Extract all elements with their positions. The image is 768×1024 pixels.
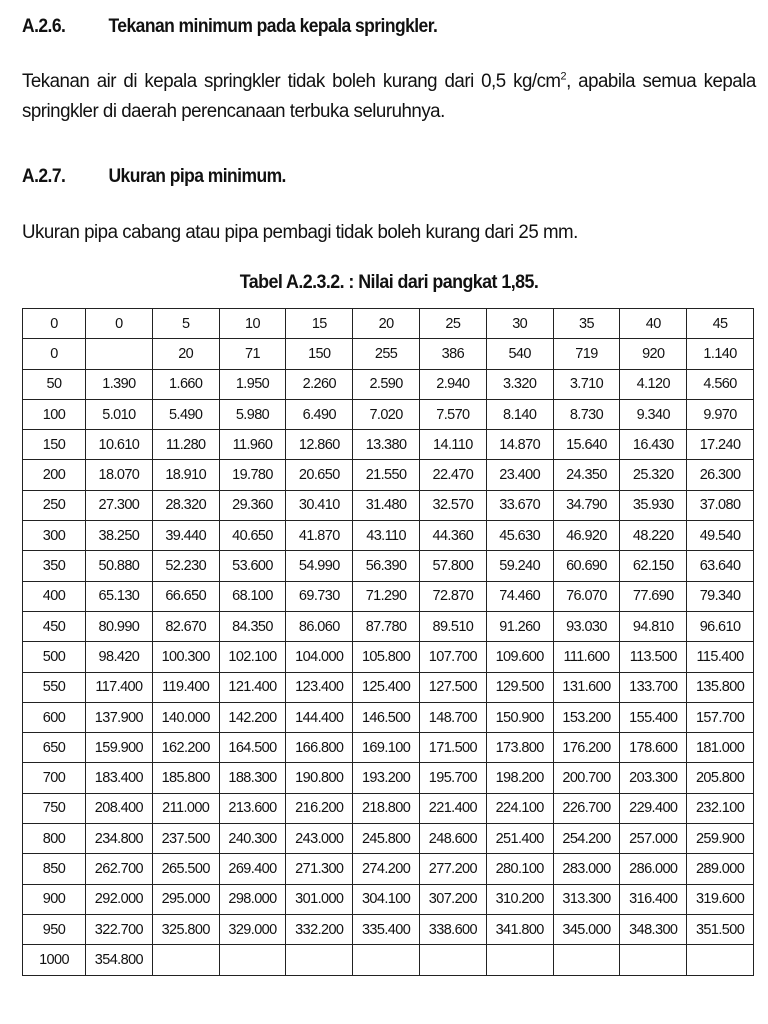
table-row	[23, 824, 754, 854]
table-cell: 45.630	[486, 521, 553, 551]
table-cell: 280.100	[486, 854, 553, 884]
section-heading-a26	[22, 16, 437, 38]
table-cell: 142.200	[219, 702, 286, 732]
table-cell	[687, 945, 754, 975]
row-label-cell: 300	[23, 521, 86, 551]
table-cell: 164.500	[219, 733, 286, 763]
table-cell: 89.510	[419, 611, 486, 641]
table-cell: 178.600	[620, 733, 687, 763]
table-cell: 125.400	[353, 672, 420, 702]
table-cell: 22.470	[419, 460, 486, 490]
table-cell: 105.800	[353, 642, 420, 672]
table-cell: 27.300	[86, 490, 153, 520]
table-cell: 113.500	[620, 642, 687, 672]
row-label-cell: 400	[23, 581, 86, 611]
table-cell: 140.000	[152, 702, 219, 732]
table-cell: 15	[286, 309, 353, 339]
table-cell: 292.000	[86, 884, 153, 914]
table-cell: 31.480	[353, 490, 420, 520]
table-cell: 1.950	[219, 369, 286, 399]
table-cell	[86, 339, 153, 369]
paragraph-text-cont: , apabila semua kepala springkler di daerah perencanaan terbuka seluruhnya.	[22, 71, 756, 122]
table-cell: 341.800	[486, 914, 553, 944]
table-cell: 719	[553, 339, 620, 369]
table-cell: 245.800	[353, 824, 420, 854]
section-number: A.2.7.	[22, 166, 66, 187]
table-cell: 9.970	[687, 399, 754, 429]
table-cell: 171.500	[419, 733, 486, 763]
table-cell: 79.340	[687, 581, 754, 611]
table-cell: 91.260	[486, 611, 553, 641]
table-cell: 33.670	[486, 490, 553, 520]
table-cell: 20.650	[286, 460, 353, 490]
table-cell: 53.600	[219, 551, 286, 581]
table-cell: 102.100	[219, 642, 286, 672]
table-cell: 123.400	[286, 672, 353, 702]
superscript: 2	[560, 70, 567, 83]
section-heading-a27	[22, 166, 286, 188]
table-cell: 131.600	[553, 672, 620, 702]
table-cell: 208.400	[86, 793, 153, 823]
table-cell: 262.700	[86, 854, 153, 884]
table-cell: 255	[353, 339, 420, 369]
table-cell: 338.600	[419, 914, 486, 944]
table-cell: 14.870	[486, 430, 553, 460]
row-label-cell: 1000	[23, 945, 86, 975]
table-cell: 195.700	[419, 763, 486, 793]
table-row	[23, 369, 754, 399]
table-cell: 2.940	[419, 369, 486, 399]
table-cell: 133.700	[620, 672, 687, 702]
table-cell: 82.670	[152, 611, 219, 641]
row-label-cell: 0	[23, 309, 86, 339]
table-cell: 35.930	[620, 490, 687, 520]
table-cell: 94.810	[620, 611, 687, 641]
table-cell: 325.800	[152, 914, 219, 944]
table-cell: 351.500	[687, 914, 754, 944]
section-number: A.2.6.	[22, 16, 66, 37]
table-cell: 348.300	[620, 914, 687, 944]
table-cell: 115.400	[687, 642, 754, 672]
table-cell: 37.080	[687, 490, 754, 520]
table-cell: 18.070	[86, 460, 153, 490]
table-cell: 76.070	[553, 581, 620, 611]
table-row	[23, 884, 754, 914]
table-cell: 271.300	[286, 854, 353, 884]
table-cell: 386	[419, 339, 486, 369]
table-cell: 150	[286, 339, 353, 369]
table-cell: 6.490	[286, 399, 353, 429]
table-cell: 298.000	[219, 884, 286, 914]
table-cell	[620, 945, 687, 975]
table-cell: 254.200	[553, 824, 620, 854]
table-cell: 307.200	[419, 884, 486, 914]
table-cell: 169.100	[353, 733, 420, 763]
table-cell: 289.000	[687, 854, 754, 884]
table-cell: 65.130	[86, 581, 153, 611]
row-label-cell: 250	[23, 490, 86, 520]
row-label-cell: 200	[23, 460, 86, 490]
table-cell: 69.730	[286, 581, 353, 611]
table-cell: 1.140	[687, 339, 754, 369]
table-row	[23, 733, 754, 763]
table-cell: 77.690	[620, 581, 687, 611]
table-cell: 96.610	[687, 611, 754, 641]
table-cell: 188.300	[219, 763, 286, 793]
table-cell: 50.880	[86, 551, 153, 581]
table-cell: 310.200	[486, 884, 553, 914]
table-cell	[553, 945, 620, 975]
table-row	[23, 399, 754, 429]
table-cell: 117.400	[86, 672, 153, 702]
table-cell: 16.430	[620, 430, 687, 460]
table-cell: 265.500	[152, 854, 219, 884]
table-cell: 100.300	[152, 642, 219, 672]
table-cell: 71.290	[353, 581, 420, 611]
table-cell: 257.000	[620, 824, 687, 854]
table-cell: 322.700	[86, 914, 153, 944]
table-cell: 173.800	[486, 733, 553, 763]
table-cell: 1.390	[86, 369, 153, 399]
table-row	[23, 642, 754, 672]
table-cell: 121.400	[219, 672, 286, 702]
table-cell: 135.800	[687, 672, 754, 702]
table-cell: 34.790	[553, 490, 620, 520]
table-row	[23, 702, 754, 732]
table-cell: 29.360	[219, 490, 286, 520]
table-cell: 93.030	[553, 611, 620, 641]
table-cell: 25.320	[620, 460, 687, 490]
table-cell: 24.350	[553, 460, 620, 490]
table-cell: 920	[620, 339, 687, 369]
table-cell: 8.730	[553, 399, 620, 429]
table-cell: 20	[152, 339, 219, 369]
table-cell: 157.700	[687, 702, 754, 732]
table-cell: 15.640	[553, 430, 620, 460]
row-label-cell: 50	[23, 369, 86, 399]
table-cell: 304.100	[353, 884, 420, 914]
table-cell: 243.000	[286, 824, 353, 854]
table-cell: 72.870	[419, 581, 486, 611]
table-cell: 332.200	[286, 914, 353, 944]
table-row	[23, 460, 754, 490]
table-cell: 190.800	[286, 763, 353, 793]
table-cell	[486, 945, 553, 975]
table-cell: 313.300	[553, 884, 620, 914]
table-cell: 28.320	[152, 490, 219, 520]
table-cell: 176.200	[553, 733, 620, 763]
table-cell: 1.660	[152, 369, 219, 399]
table-cell: 17.240	[687, 430, 754, 460]
table-cell: 18.910	[152, 460, 219, 490]
table-cell: 5.010	[86, 399, 153, 429]
table-cell: 155.400	[620, 702, 687, 732]
table-row	[23, 611, 754, 641]
table-cell: 20	[353, 309, 420, 339]
table-cell: 30.410	[286, 490, 353, 520]
table-cell: 218.800	[353, 793, 420, 823]
table-cell: 84.350	[219, 611, 286, 641]
table-cell: 11.960	[219, 430, 286, 460]
table-cell: 80.990	[86, 611, 153, 641]
row-label-cell: 900	[23, 884, 86, 914]
table-row	[23, 521, 754, 551]
table-cell: 5.490	[152, 399, 219, 429]
table-cell: 216.200	[286, 793, 353, 823]
table-row	[23, 581, 754, 611]
table-cell: 40	[620, 309, 687, 339]
row-label-cell: 750	[23, 793, 86, 823]
table-cell: 316.400	[620, 884, 687, 914]
table-cell: 60.690	[553, 551, 620, 581]
table-cell: 146.500	[353, 702, 420, 732]
table-cell: 11.280	[152, 430, 219, 460]
row-label-cell: 350	[23, 551, 86, 581]
table-cell: 59.240	[486, 551, 553, 581]
table-cell: 2.260	[286, 369, 353, 399]
table-cell	[286, 945, 353, 975]
table-cell: 295.000	[152, 884, 219, 914]
paragraph-pipe-size: Ukuran pipa cabang atau pipa pembagi tidak boleh kurang dari 25 mm.	[22, 222, 578, 243]
table-cell: 0	[86, 309, 153, 339]
row-label-cell: 0	[23, 339, 86, 369]
paragraph-text: Tekanan air di kepala springkler tidak boleh kurang dari 0,5 kg/cm	[22, 71, 561, 92]
table-cell: 68.100	[219, 581, 286, 611]
table-cell: 87.780	[353, 611, 420, 641]
table-cell: 283.000	[553, 854, 620, 884]
table-cell: 71	[219, 339, 286, 369]
table-cell	[152, 945, 219, 975]
table-cell: 39.440	[152, 521, 219, 551]
table-cell: 7.570	[419, 399, 486, 429]
table-cell: 66.650	[152, 581, 219, 611]
table-cell: 21.550	[353, 460, 420, 490]
table-cell: 153.200	[553, 702, 620, 732]
table-row	[23, 490, 754, 520]
table-cell: 345.000	[553, 914, 620, 944]
row-label-cell: 150	[23, 430, 86, 460]
table-cell: 248.600	[419, 824, 486, 854]
table-cell: 35	[553, 309, 620, 339]
table-cell: 150.900	[486, 702, 553, 732]
table-cell: 119.400	[152, 672, 219, 702]
table-cell: 5	[152, 309, 219, 339]
table-cell: 25	[419, 309, 486, 339]
table-cell: 240.300	[219, 824, 286, 854]
table-cell: 162.200	[152, 733, 219, 763]
table-cell: 40.650	[219, 521, 286, 551]
table-cell: 23.400	[486, 460, 553, 490]
table-cell: 57.800	[419, 551, 486, 581]
table-body	[23, 309, 754, 976]
table-cell: 3.710	[553, 369, 620, 399]
table-cell: 9.340	[620, 399, 687, 429]
table-cell: 49.540	[687, 521, 754, 551]
table-cell: 14.110	[419, 430, 486, 460]
table-cell: 232.100	[687, 793, 754, 823]
table-row	[23, 430, 754, 460]
table-cell: 183.400	[86, 763, 153, 793]
table-cell: 13.380	[353, 430, 420, 460]
table-cell: 148.700	[419, 702, 486, 732]
table-row	[23, 551, 754, 581]
table-cell: 7.020	[353, 399, 420, 429]
table-cell: 8.140	[486, 399, 553, 429]
section-title: Tekanan minimum pada kepala springkler.	[108, 16, 438, 37]
table-cell: 205.800	[687, 763, 754, 793]
table-cell: 319.600	[687, 884, 754, 914]
table-cell: 56.390	[353, 551, 420, 581]
table-cell: 144.400	[286, 702, 353, 732]
row-label-cell: 600	[23, 702, 86, 732]
table-cell: 43.110	[353, 521, 420, 551]
table-cell: 10.610	[86, 430, 153, 460]
table-cell: 2.590	[353, 369, 420, 399]
table-cell: 277.200	[419, 854, 486, 884]
table-cell: 46.920	[553, 521, 620, 551]
table-cell: 4.120	[620, 369, 687, 399]
row-label-cell: 800	[23, 824, 86, 854]
table-cell: 193.200	[353, 763, 420, 793]
section-title: Ukuran pipa minimum.	[108, 166, 286, 187]
table-row	[23, 914, 754, 944]
table-cell: 198.200	[486, 763, 553, 793]
row-label-cell: 100	[23, 399, 86, 429]
table-cell: 109.600	[486, 642, 553, 672]
table-cell: 98.420	[86, 642, 153, 672]
table-cell: 10	[219, 309, 286, 339]
paragraph-pressure	[22, 67, 756, 127]
table-cell: 286.000	[620, 854, 687, 884]
table-cell: 12.860	[286, 430, 353, 460]
values-table	[22, 308, 754, 976]
table-cell: 200.700	[553, 763, 620, 793]
table-cell: 5.980	[219, 399, 286, 429]
table-cell	[353, 945, 420, 975]
table-cell: 74.460	[486, 581, 553, 611]
table-cell: 48.220	[620, 521, 687, 551]
table-cell: 301.000	[286, 884, 353, 914]
table-cell: 45	[687, 309, 754, 339]
table-cell: 137.900	[86, 702, 153, 732]
table-cell: 181.000	[687, 733, 754, 763]
table-cell: 32.570	[419, 490, 486, 520]
table-cell: 104.000	[286, 642, 353, 672]
table-cell: 226.700	[553, 793, 620, 823]
table-cell: 224.100	[486, 793, 553, 823]
table-cell: 86.060	[286, 611, 353, 641]
table-row	[23, 339, 754, 369]
table-cell: 221.400	[419, 793, 486, 823]
table-caption: Tabel A.2.3.2. : Nilai dari pangkat 1,85.	[239, 272, 539, 293]
table-cell: 185.800	[152, 763, 219, 793]
table-cell: 62.150	[620, 551, 687, 581]
table-cell: 166.800	[286, 733, 353, 763]
table-cell: 30	[486, 309, 553, 339]
table-cell	[419, 945, 486, 975]
table-row	[23, 763, 754, 793]
table-cell: 213.600	[219, 793, 286, 823]
table-cell: 259.900	[687, 824, 754, 854]
table-cell: 251.400	[486, 824, 553, 854]
table-cell	[219, 945, 286, 975]
table-cell: 52.230	[152, 551, 219, 581]
table-cell: 3.320	[486, 369, 553, 399]
table-cell: 38.250	[86, 521, 153, 551]
table-row	[23, 793, 754, 823]
table-cell: 540	[486, 339, 553, 369]
table-cell: 44.360	[419, 521, 486, 551]
table-cell: 335.400	[353, 914, 420, 944]
row-label-cell: 850	[23, 854, 86, 884]
table-cell: 211.000	[152, 793, 219, 823]
row-label-cell: 700	[23, 763, 86, 793]
row-label-cell: 500	[23, 642, 86, 672]
table-cell: 203.300	[620, 763, 687, 793]
table-cell: 354.800	[86, 945, 153, 975]
table-cell: 4.560	[687, 369, 754, 399]
row-label-cell: 550	[23, 672, 86, 702]
table-cell: 234.800	[86, 824, 153, 854]
table-cell: 26.300	[687, 460, 754, 490]
table-cell: 159.900	[86, 733, 153, 763]
table-cell: 41.870	[286, 521, 353, 551]
table-cell: 107.700	[419, 642, 486, 672]
table-cell: 111.600	[553, 642, 620, 672]
table-cell: 127.500	[419, 672, 486, 702]
table-cell: 329.000	[219, 914, 286, 944]
table-cell: 129.500	[486, 672, 553, 702]
table-row	[23, 945, 754, 975]
row-label-cell: 950	[23, 914, 86, 944]
table-cell: 229.400	[620, 793, 687, 823]
row-label-cell: 650	[23, 733, 86, 763]
table-cell: 54.990	[286, 551, 353, 581]
table-cell: 237.500	[152, 824, 219, 854]
table-row	[23, 854, 754, 884]
table-row	[23, 672, 754, 702]
table-cell: 63.640	[687, 551, 754, 581]
table-cell: 19.780	[219, 460, 286, 490]
table-cell: 274.200	[353, 854, 420, 884]
row-label-cell: 450	[23, 611, 86, 641]
table-header-row	[23, 309, 754, 339]
table-cell: 269.400	[219, 854, 286, 884]
